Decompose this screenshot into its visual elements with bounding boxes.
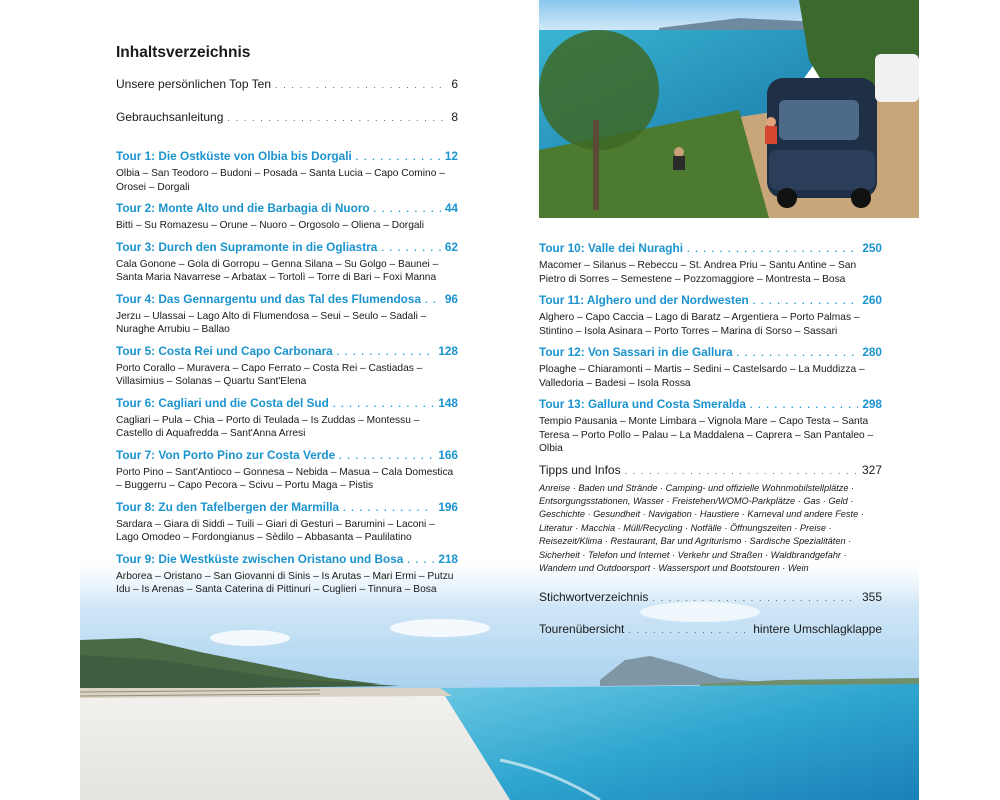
tour-title: Tour 2: Monte Alto und die Barbagia di Nuoro <box>116 201 370 215</box>
page-title: Inhaltsverzeichnis <box>116 44 251 61</box>
tour-page-number: 196 <box>438 499 458 514</box>
leader-dots <box>343 500 434 516</box>
leader-dots <box>374 201 441 217</box>
tour-title: Tour 9: Die Westküste zwischen Oristano und Bosa <box>116 551 404 566</box>
toc-entry-guide[interactable] <box>116 109 458 126</box>
toc-entry-top-ten[interactable] <box>116 76 458 93</box>
leader-dots <box>750 397 858 413</box>
toc-tour-9[interactable] <box>116 551 458 597</box>
tour-places: Jerzu – Ulassai – Lago Alto di Flumendosa – Seui – Seulo – Sadali – Nuraghe Arrubiu – Ballao <box>116 310 427 335</box>
toc-entry-tips[interactable] <box>539 462 882 576</box>
tour-places: Sardara – Giara di Siddi – Tuili – Giari di Gesturi – Barumini – Laconi – Lago Omodeo – Fordongianus – Sèdilo – Abbasanta – Paulilatino <box>116 518 435 543</box>
toc-entry-label: Stichwortverzeichnis <box>539 590 649 605</box>
toc-page <box>80 0 919 800</box>
tour-page-number: 166 <box>438 447 458 462</box>
toc-left-column <box>116 44 458 603</box>
tour-page-number: 148 <box>438 395 458 410</box>
tour-places: Alghero – Capo Caccia – Lago di Baratz – Argentiera – Porto Palmas – Stintino – Isola Asinara – Porto Torres – Marina di Sorso – Sassari <box>539 312 860 337</box>
tour-title: Tour 11: Alghero und der Nordwesten <box>539 293 749 307</box>
toc-entry-label: Tipps und Infos <box>539 462 621 477</box>
tour-places: Cagliari – Pula – Chia – Porto di Teulada – Is Zuddas – Montessu – Castello di Aquafredda – Sant'Anna Arresi <box>116 414 420 439</box>
tour-page-number: 12 <box>444 149 458 163</box>
toc-entry-label: Gebrauchsanleitung <box>116 110 224 124</box>
tour-title: Tour 10: Valle dei Nuraghi <box>539 241 683 255</box>
toc-page-number: 6 <box>451 77 458 91</box>
tour-places: Arborea – Oristano – San Giovanni di Sinis – Is Arutas – Mari Ermi – Putzu Idu – Is Arenas – Santa Caterina di Pittinuri – Cuglieri – Tinnura – Bosa <box>116 570 454 595</box>
tour-page-number: 128 <box>438 343 458 358</box>
tour-page-number: 250 <box>862 241 882 255</box>
tour-title: Tour 12: Von Sassari in die Gallura <box>539 345 733 359</box>
leader-dots <box>753 293 859 309</box>
toc-page-number: 355 <box>861 590 882 605</box>
toc-tour-10[interactable] <box>539 240 882 286</box>
tour-title: Tour 4: Das Gennargentu und das Tal des Flumendosa <box>116 291 422 306</box>
toc-tour-5[interactable] <box>116 343 458 389</box>
leader-dots <box>337 344 435 360</box>
leader-dots <box>333 396 435 412</box>
toc-tour-8[interactable] <box>116 499 458 545</box>
toc-tour-1[interactable] <box>116 148 458 194</box>
toc-page-number: hintere Umschlagklappe <box>753 622 882 637</box>
leader-dots <box>737 345 859 361</box>
toc-page-number: 327 <box>861 462 882 477</box>
toc-tour-4[interactable] <box>116 291 458 337</box>
leader-dots <box>652 590 858 606</box>
leader-dots <box>625 463 858 479</box>
tour-title: Tour 6: Cagliari und die Costa del Sud <box>116 395 329 410</box>
tour-title: Tour 1: Die Ostküste von Olbia bis Dorgali <box>116 149 352 163</box>
leader-dots <box>425 292 441 308</box>
toc-entry-index[interactable] <box>539 589 882 606</box>
toc-tour-7[interactable] <box>116 447 458 493</box>
tour-places: Cala Gonone – Gola di Gorropu – Genna Silana – Su Golgo – Baunei – Santa Maria Navarrese – Arbatax – Tortolì – Torre di Bari – Foxi Manna <box>116 258 439 283</box>
tour-title: Tour 13: Gallura und Costa Smeralda <box>539 397 746 411</box>
toc-entry-label: Tourenübersicht <box>539 622 625 637</box>
tour-places: Porto Corallo – Muravera – Capo Ferrato – Costa Rei – Castiadas – Villasimius – Solanas – Quartu Sant'Elena <box>116 362 423 387</box>
toc-tour-2[interactable] <box>116 200 458 233</box>
tour-page-number: 62 <box>444 239 458 254</box>
tour-page-number: 280 <box>862 345 882 359</box>
toc-entry-label: Unsere persönlichen Top Ten <box>116 77 271 91</box>
toc-tour-6[interactable] <box>116 395 458 441</box>
toc-tour-3[interactable] <box>116 239 458 285</box>
tour-places: Porto Pino – Sant'Antioco – Gonnesa – Nebida – Masua – Cala Domestica – Buggerru – Capo Pecora – Scivu – Portu Maga – Pistis <box>116 466 454 491</box>
coast-camper-photo <box>539 0 919 218</box>
tour-title: Tour 8: Zu den Tafelbergen der Marmilla <box>116 499 340 514</box>
tour-page-number: 96 <box>444 291 458 306</box>
toc-page-number: 8 <box>451 110 458 124</box>
leader-dots <box>381 240 441 256</box>
tour-title: Tour 5: Costa Rei und Capo Carbonara <box>116 343 333 358</box>
tour-places: Ploaghe – Chiaramonti – Martis – Sedini – Castelsardo – La Muddizza – Valledoria – Badesi – Isola Rossa <box>539 364 865 389</box>
toc-right-column <box>539 240 882 638</box>
leader-dots <box>407 552 434 568</box>
tour-title: Tour 3: Durch den Supramonte in die Ogliastra <box>116 239 378 254</box>
toc-entry-overview[interactable] <box>539 621 882 638</box>
tour-page-number: 218 <box>438 551 458 566</box>
tour-places: Bitti – Su Romazesu – Orune – Nuoro – Orgosolo – Oliena – Dorgali <box>116 220 425 231</box>
tips-topics: Anreise · Baden und Strände · Camping- und offizielle Wohnmobilstellplätze · Entsorgungsstationen, Wasser · Freistehen/WOMO-Parkplätze · Gas · Geld · Geschichte · Gesundheit · Navigation · Haustiere · Karneval und andere Feste · Literatur · Macchia · Müll/Recycling · Notfälle · Öffnungszeiten · Preise · Reisezeit/Klima · Restaurant, Bar und Agriturismo · Sardische Spezialitäten · Sicherheit · Telefon und Internet · Verkehr und Straßen · Waldbrandgefahr · Wandern und Outdoorsport · Wassersport und Bootstouren · Wein <box>539 482 864 573</box>
tour-page-number: 260 <box>862 293 882 307</box>
leader-dots <box>687 241 858 257</box>
tour-page-number: 298 <box>862 397 882 411</box>
leader-dots <box>628 622 749 638</box>
tour-page-number: 44 <box>444 201 458 215</box>
leader-dots <box>339 448 434 464</box>
toc-tour-11[interactable] <box>539 292 882 338</box>
tour-places: Tempio Pausania – Monte Limbara – Vignola Mare – Capo Testa – Santa Teresa – Porto Pollo – Palau – La Maddalena – Caprera – San Pantaleo – Olbia <box>539 416 874 454</box>
toc-tour-12[interactable] <box>539 344 882 390</box>
toc-tour-13[interactable] <box>539 396 882 456</box>
leader-dots <box>275 77 447 93</box>
tour-places: Olbia – San Teodoro – Budoni – Posada – Santa Lucia – Capo Comino – Orosei – Dorgali <box>116 168 445 193</box>
leader-dots <box>356 149 441 165</box>
tour-title: Tour 7: Von Porto Pino zur Costa Verde <box>116 447 336 462</box>
leader-dots <box>227 110 447 126</box>
tour-places: Macomer – Silanus – Rebeccu – St. Andrea Priu – Santu Antine – San Pietro di Sorres – Semestene – Pozzomaggiore – Montresta – Bosa <box>539 260 857 285</box>
